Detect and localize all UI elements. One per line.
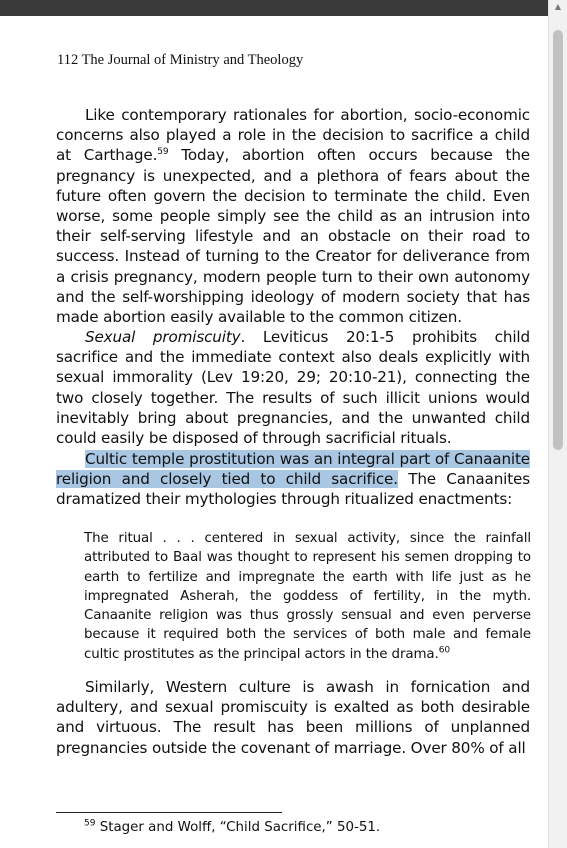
paragraph-western-culture: [56, 677, 530, 758]
paragraph-sexual-promiscuity: [56, 327, 530, 448]
footnote-number: 59: [84, 818, 96, 829]
paragraph-socio-economic: [56, 105, 530, 327]
scrollbar-thumb[interactable]: [553, 30, 563, 450]
vertical-scrollbar[interactable]: [548, 0, 567, 848]
paragraph-cultic-prostitution: [56, 449, 530, 510]
footnote-text: Stager and Wolff, “Child Sacrifice,” 50-51.: [95, 820, 381, 835]
highlighted-text-selection[interactable]: Cultic temple prostitution was an integral part of Canaanite religion and closely tied to child sacrifice.: [56, 450, 530, 489]
section-lead-italic: Sexual promiscuity: [85, 328, 241, 346]
footnote-ref-59[interactable]: 59: [157, 147, 169, 158]
paragraph-text: . Leviticus 20:1-5 prohibits child sacrifice and the immediate context also deals explicitly with sexual immorality (Lev 19:20, 29; 20:10-21), connecting the two closely together. The results of such illicit unions would inevitably bring about pregnancies, and the unwanted child could easily be disposed of through sacrificial rituals.: [56, 328, 530, 448]
viewer-top-bar: [0, 0, 567, 16]
paragraph-text: Similarly, Western culture is awash in fornication and adultery, and sexual promiscuity is exalted as both desirable and virtuous. The result has been millions of unplanned pregnancies outside the covenant of marriage. Over 80% of all: [56, 678, 530, 757]
quote-text: The ritual . . . centered in sexual activity, since the rainfall attributed to Baal was thought to represent his semen dropping to earth to fertilize and impregnate the earth with life just as he impregnated Asherah, the goddess of fertility, in the myth. Canaanite religion was thus grossly sensual and even perverse because it required both the services of both male and female cultic prostitutes as the principal actors in the drama.: [84, 531, 531, 662]
footnote-59: [84, 820, 380, 835]
paragraph-text: The Canaanites dramatized their mythologies through ritualized enactments:: [56, 470, 531, 509]
footnote-divider: [56, 812, 282, 813]
footnote-ref-60[interactable]: 60: [438, 645, 450, 656]
block-quote: [84, 529, 531, 664]
paragraph-text: Like contemporary rationales for abortion, socio-economic concerns also played a role in the decision to sacrifice a child at Carthage.: [56, 106, 530, 165]
running-head: 112 The Journal of Ministry and Theology: [57, 52, 304, 68]
paragraph-text: Today, abortion often occurs because the pregnancy is unexpected, and a plethora of fears about the future often govern the decision to terminate the child. Even worse, some people simply see the child as an intrusion into their self-serving lifestyle and an obstacle on their road to success. Instead of turning to the Creator for deliverance from a crisis pregnancy, modern people turn to their own autonomy and the self-worshipping ideology of modern society that has made abortion easily available to the common citizen.: [56, 146, 530, 327]
scroll-up-arrow-icon[interactable]: ▲: [554, 2, 562, 11]
